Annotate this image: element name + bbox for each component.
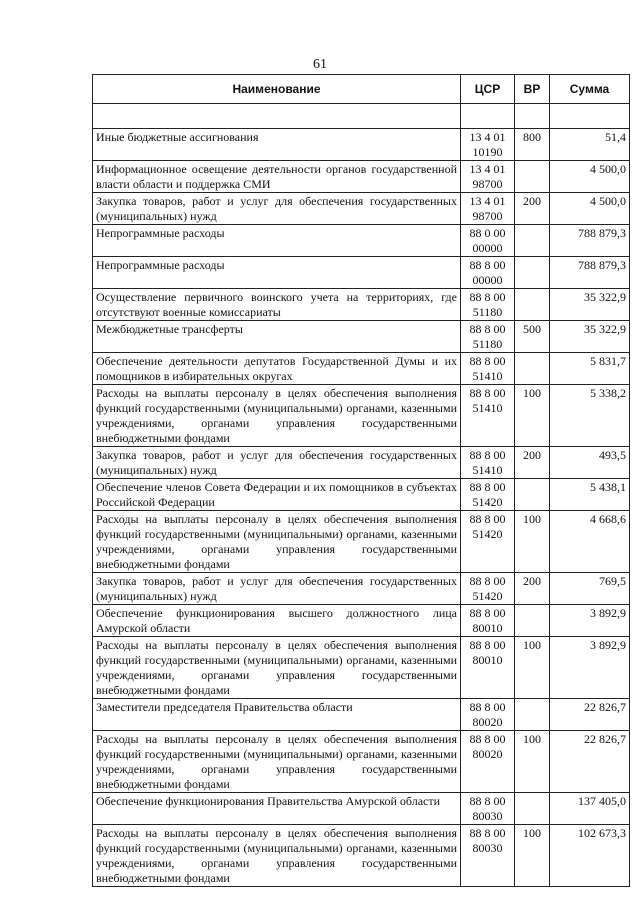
row-sum: 4 668,6 [550,511,630,573]
row-csr [461,479,515,511]
row-vr [515,699,550,731]
row-sum: 5 338,2 [550,385,630,447]
csr-subcode: 80030 [472,841,503,855]
row-vr: 200 [515,573,550,605]
csr-code: 88 8 00 [469,322,506,336]
csr-subcode: 10190 [472,145,503,159]
row-name: Заместители председателя Правительства области [93,699,461,731]
csr-subcode: 80020 [472,715,503,729]
csr-subcode: 80010 [472,621,503,635]
row-csr [461,605,515,637]
row-name: Расходы на выплаты персоналу в целях обеспечения выполнения функций государственными (муниципальными) органами, казенными учреждениями, органами управления государственными внебюджетными фондами [93,511,461,573]
row-csr [461,793,515,825]
row-vr [515,289,550,321]
row-csr [461,353,515,385]
table-row [93,605,630,637]
csr-code: 88 0 00 [469,226,506,240]
row-csr [461,825,515,887]
row-vr: 100 [515,825,550,887]
row-vr: 100 [515,385,550,447]
table-row [93,353,630,385]
row-name: Осуществление первичного воинского учета на территориях, где отсутствуют военные комиссариаты [93,289,461,321]
page-number: 61 [313,57,327,72]
table-row [93,573,630,605]
csr-subcode: 51420 [472,527,503,541]
row-name: Обеспечение функционирования высшего должностного лица Амурской области [93,605,461,637]
table-row [93,479,630,511]
row-csr [461,385,515,447]
header-vr: ВР [515,75,550,104]
row-sum: 493,5 [550,447,630,479]
row-vr [515,353,550,385]
row-name: Расходы на выплаты персоналу в целях обеспечения выполнения функций государственными (муниципальными) органами, казенными учреждениями, органами управления государственными внебюджетными фондами [93,385,461,447]
row-sum: 35 322,9 [550,321,630,353]
budget-table [92,74,630,887]
row-csr [461,731,515,793]
csr-subcode: 51420 [472,495,503,509]
table-row [93,257,630,289]
csr-subcode: 00000 [472,241,503,255]
row-sum: 3 892,9 [550,637,630,699]
row-vr: 100 [515,511,550,573]
csr-subcode: 00000 [472,273,503,287]
csr-code: 88 8 00 [469,638,506,652]
row-name: Непрограммные расходы [93,225,461,257]
row-csr [461,511,515,573]
csr-code: 88 8 00 [469,574,506,588]
table-body [93,129,630,887]
csr-code: 88 8 00 [469,700,506,714]
table-row [93,511,630,573]
row-sum: 51,4 [550,129,630,161]
csr-code: 13 4 01 [469,194,506,208]
table-row [93,129,630,161]
row-sum: 5 438,1 [550,479,630,511]
csr-subcode: 80030 [472,809,503,823]
table-row [93,699,630,731]
csr-subcode: 51420 [472,589,503,603]
row-sum: 22 826,7 [550,731,630,793]
csr-code: 88 8 00 [469,826,506,840]
table-row [93,289,630,321]
table-row [93,225,630,257]
row-vr: 500 [515,321,550,353]
row-sum: 788 879,3 [550,225,630,257]
row-sum: 788 879,3 [550,257,630,289]
csr-subcode: 51180 [472,305,503,319]
csr-code: 88 8 00 [469,290,506,304]
csr-code: 88 8 00 [469,794,506,808]
csr-code: 88 8 00 [469,512,506,526]
row-csr [461,321,515,353]
row-vr: 100 [515,637,550,699]
row-vr [515,225,550,257]
csr-code: 88 8 00 [469,354,506,368]
row-csr [461,447,515,479]
row-csr [461,161,515,193]
table-row [93,321,630,353]
row-sum: 102 673,3 [550,825,630,887]
row-vr [515,257,550,289]
table-row [93,161,630,193]
row-name: Закупка товаров, работ и услуг для обеспечения государственных (муниципальных) нужд [93,193,461,225]
csr-code: 88 8 00 [469,386,506,400]
row-vr [515,479,550,511]
row-sum: 4 500,0 [550,193,630,225]
table-row [93,731,630,793]
table-row [93,447,630,479]
csr-subcode: 80020 [472,747,503,761]
table-row [93,793,630,825]
csr-code: 88 8 00 [469,448,506,462]
table-header-row [93,75,630,104]
csr-subcode: 51410 [472,463,503,477]
row-csr [461,699,515,731]
table-row [93,385,630,447]
table-row [93,825,630,887]
row-vr: 200 [515,193,550,225]
row-name: Обеспечение членов Совета Федерации и их помощников в субъектах Российской Федерации [93,479,461,511]
row-vr: 800 [515,129,550,161]
csr-subcode: 98700 [472,209,503,223]
row-name: Расходы на выплаты персоналу в целях обеспечения выполнения функций государственными (муниципальными) органами, казенными учреждениями, органами управления государственными внебюджетными фондами [93,825,461,887]
row-sum: 137 405,0 [550,793,630,825]
row-sum: 35 322,9 [550,289,630,321]
table-row [93,637,630,699]
csr-code: 88 8 00 [469,258,506,272]
csr-code: 88 8 00 [469,606,506,620]
row-csr [461,289,515,321]
csr-code: 88 8 00 [469,732,506,746]
row-csr [461,257,515,289]
row-sum: 5 831,7 [550,353,630,385]
csr-subcode: 51410 [472,369,503,383]
row-name: Иные бюджетные ассигнования [93,129,461,161]
csr-code: 88 8 00 [469,480,506,494]
row-name: Закупка товаров, работ и услуг для обеспечения государственных (муниципальных) нужд [93,447,461,479]
row-vr [515,161,550,193]
row-name: Непрограммные расходы [93,257,461,289]
csr-subcode: 80010 [472,653,503,667]
csr-code: 13 4 01 [469,162,506,176]
header-name: Наименование [93,75,461,104]
row-name: Расходы на выплаты персоналу в целях обеспечения выполнения функций государственными (муниципальными) органами, казенными учреждениями, органами управления государственными внебюджетными фондами [93,731,461,793]
row-name: Закупка товаров, работ и услуг для обеспечения государственных (муниципальных) нужд [93,573,461,605]
row-csr [461,637,515,699]
row-vr: 100 [515,731,550,793]
csr-subcode: 51410 [472,401,503,415]
row-vr: 200 [515,447,550,479]
row-csr [461,573,515,605]
row-csr [461,129,515,161]
row-vr [515,605,550,637]
row-sum: 22 826,7 [550,699,630,731]
row-sum: 3 892,9 [550,605,630,637]
csr-subcode: 98700 [472,177,503,191]
row-name: Обеспечение функционирования Правительства Амурской области [93,793,461,825]
csr-code: 13 4 01 [469,130,506,144]
row-sum: 769,5 [550,573,630,605]
header-sum: Сумма [550,75,630,104]
row-name: Информационное освещение деятельности органов государственной власти области и поддержка СМИ [93,161,461,193]
table-spacer-row [93,104,630,129]
csr-subcode: 51180 [472,337,503,351]
row-csr [461,193,515,225]
row-name: Расходы на выплаты персоналу в целях обеспечения выполнения функций государственными (муниципальными) органами, казенными учреждениями, органами управления государственными внебюджетными фондами [93,637,461,699]
header-csr: ЦСР [461,75,515,104]
row-csr [461,225,515,257]
row-name: Обеспечение деятельности депутатов Государственной Думы и их помощников в избирательных округах [93,353,461,385]
table-row [93,193,630,225]
row-name: Межбюджетные трансферты [93,321,461,353]
row-vr [515,793,550,825]
row-sum: 4 500,0 [550,161,630,193]
